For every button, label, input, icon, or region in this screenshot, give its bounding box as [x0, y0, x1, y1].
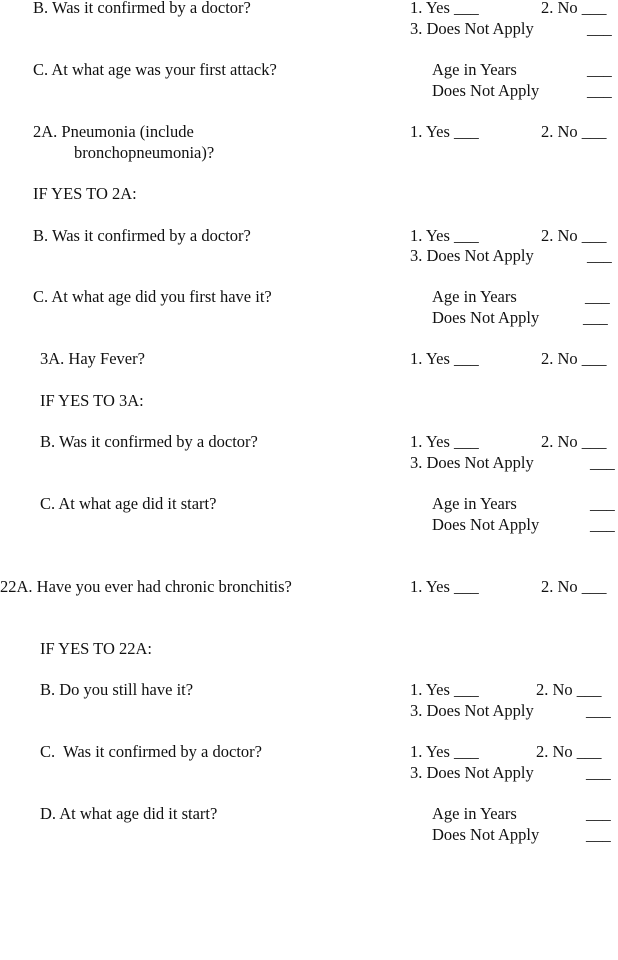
answer-age-in-years: Age in Years — [432, 60, 517, 79]
answer-blank: ___ — [585, 287, 610, 306]
section-heading: IF YES TO 3A: — [40, 391, 144, 410]
answer-does-not-apply: 3. Does Not Apply — [410, 246, 534, 265]
answer-does-not-apply: Does Not Apply — [432, 308, 540, 327]
answer-no: 2. No ___ — [541, 0, 607, 17]
answer-does-not-apply: 3. Does Not Apply — [410, 701, 534, 720]
question-text: D. At what age did it start? — [40, 804, 218, 823]
answer-no: 2. No ___ — [541, 432, 607, 451]
question-text-continued: bronchopneumonia)? — [74, 143, 215, 162]
answer-does-not-apply: Does Not Apply — [432, 825, 540, 844]
answer-yes: 1. Yes ___ — [410, 432, 479, 451]
answer-age-in-years: Age in Years — [432, 804, 517, 823]
question-text: C. At what age did you first have it? — [33, 287, 272, 306]
answer-blank: ___ — [587, 19, 612, 38]
answer-no: 2. No ___ — [541, 349, 607, 368]
answer-does-not-apply: Does Not Apply — [432, 515, 540, 534]
question-text: C. At what age did it start? — [40, 494, 217, 513]
answer-yes: 1. Yes ___ — [410, 226, 479, 245]
answer-yes: 1. Yes ___ — [410, 742, 479, 761]
answer-does-not-apply: Does Not Apply — [432, 81, 540, 100]
question-text: B. Was it confirmed by a doctor? — [40, 432, 258, 451]
section-heading: IF YES TO 2A: — [33, 184, 137, 203]
question-text: C. At what age was your first attack? — [33, 60, 277, 79]
answer-age-in-years: Age in Years — [432, 287, 517, 306]
answer-yes: 1. Yes ___ — [410, 349, 479, 368]
question-text: 3A. Hay Fever? — [40, 349, 145, 368]
question-text: 2A. Pneumonia (include — [33, 122, 194, 141]
answer-does-not-apply: 3. Does Not Apply — [410, 763, 534, 782]
question-text: C. Was it confirmed by a doctor? — [40, 742, 262, 761]
section-heading: IF YES TO 22A: — [40, 639, 153, 658]
question-text: B. Was it confirmed by a doctor? — [33, 226, 251, 245]
answer-no: 2. No ___ — [536, 742, 602, 761]
answer-blank: ___ — [586, 701, 611, 720]
answer-yes: 1. Yes ___ — [410, 0, 479, 17]
answer-no: 2. No ___ — [541, 226, 607, 245]
question-text: 22A. Have you ever had chronic bronchitis? — [0, 577, 292, 596]
question-text: B. Do you still have it? — [40, 680, 194, 699]
answer-age-in-years: Age in Years — [432, 494, 517, 513]
answer-no: 2. No ___ — [536, 680, 602, 699]
answer-blank: ___ — [590, 494, 615, 513]
answer-blank: ___ — [586, 763, 611, 782]
answer-blank: ___ — [587, 81, 612, 100]
answer-blank: ___ — [583, 308, 608, 327]
answer-does-not-apply: 3. Does Not Apply — [410, 453, 534, 472]
question-text: B. Was it confirmed by a doctor? — [33, 0, 251, 17]
answer-blank: ___ — [586, 804, 611, 823]
answer-blank: ___ — [590, 453, 615, 472]
answer-does-not-apply: 3. Does Not Apply — [410, 19, 534, 38]
answer-yes: 1. Yes ___ — [410, 680, 479, 699]
answer-blank: ___ — [587, 246, 612, 265]
answer-yes: 1. Yes ___ — [410, 577, 479, 596]
answer-blank: ___ — [587, 60, 612, 79]
answer-blank: ___ — [590, 515, 615, 534]
answer-no: 2. No ___ — [541, 122, 607, 141]
answer-yes: 1. Yes ___ — [410, 122, 479, 141]
answer-blank: ___ — [586, 825, 611, 844]
answer-no: 2. No ___ — [541, 577, 607, 596]
